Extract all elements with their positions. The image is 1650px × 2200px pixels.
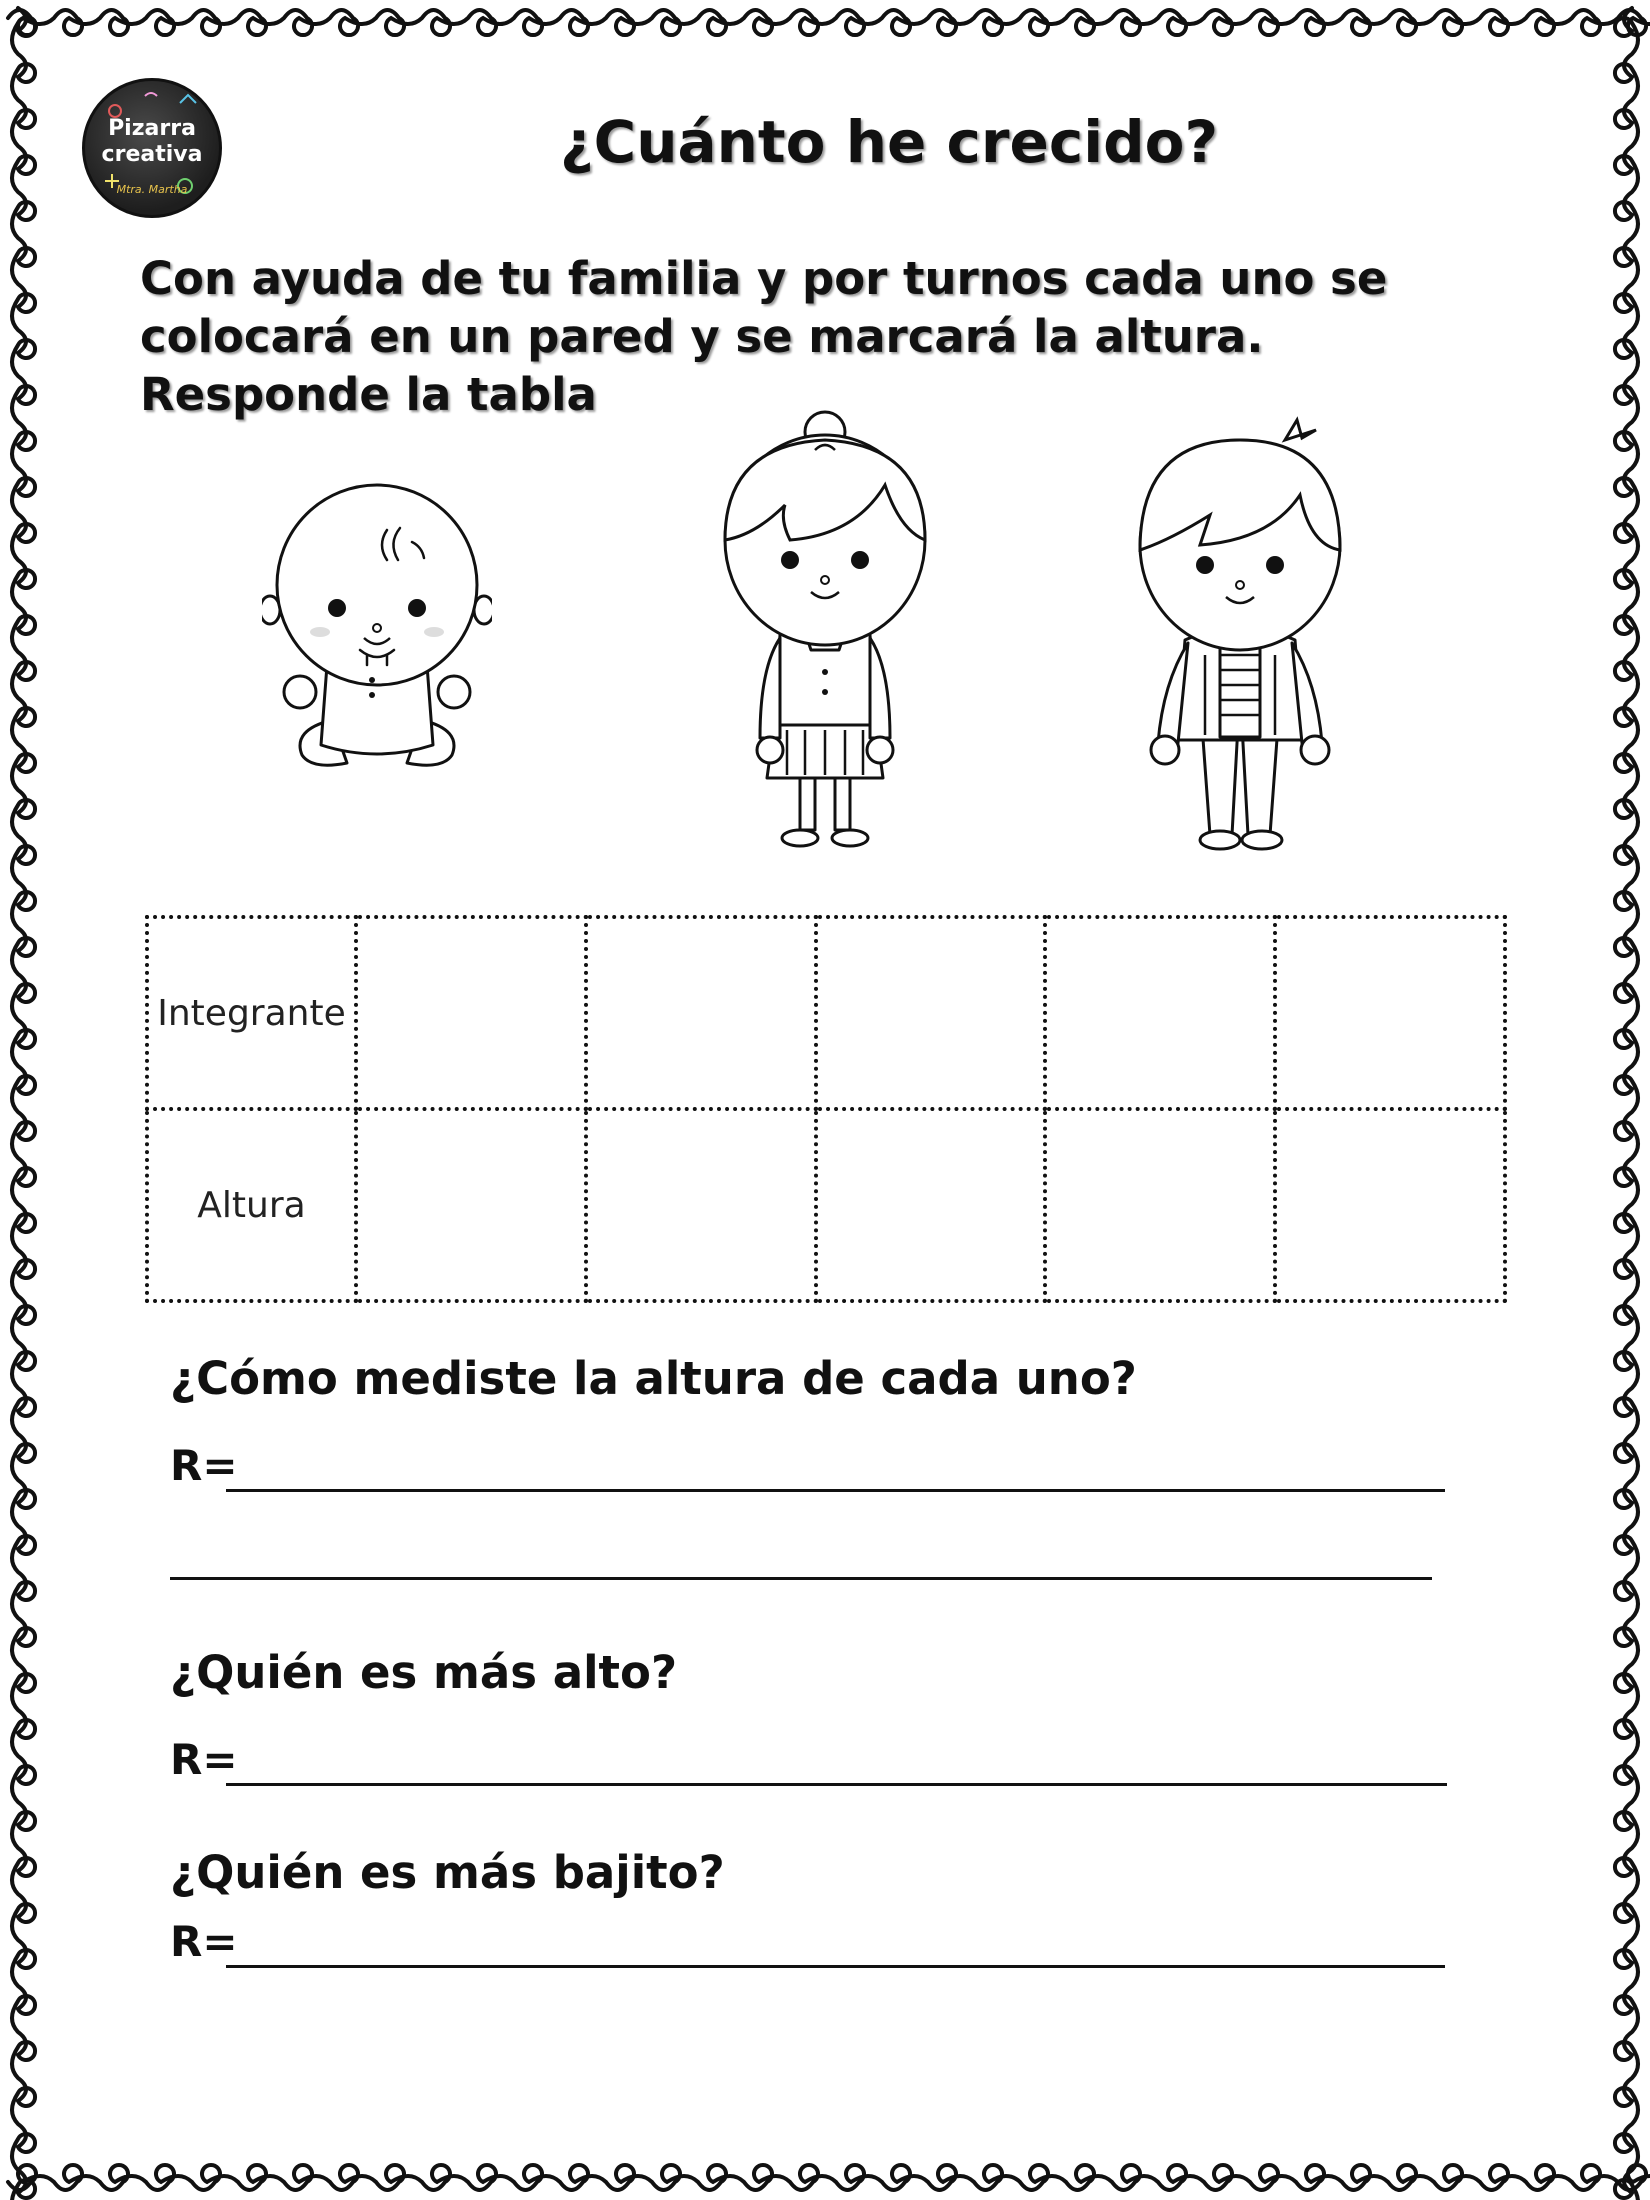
table-cell[interactable] <box>586 1109 816 1301</box>
answer-underline <box>226 1783 1447 1786</box>
table-cell[interactable] <box>1045 917 1275 1109</box>
integrante-label: Integrante <box>147 917 356 1109</box>
boy-illustration <box>1120 415 1360 855</box>
altura-label: Altura <box>147 1109 356 1301</box>
logo-signature: Mtra. Martha <box>116 183 188 196</box>
answer-underline <box>170 1577 1432 1580</box>
table-cell[interactable] <box>816 917 1046 1109</box>
question-how-measured: ¿Cómo mediste la altura de cada uno? <box>170 1352 1137 1405</box>
table-cell[interactable] <box>1045 1109 1275 1301</box>
table-cell[interactable] <box>1275 917 1505 1109</box>
answer-prefix: R= <box>170 1735 238 1784</box>
table-row-integrante <box>147 917 1505 1109</box>
answer-line-3[interactable] <box>170 1908 1445 1968</box>
answer-line-1[interactable] <box>170 1432 1445 1492</box>
logo-text-line1: Pizarra <box>108 116 196 141</box>
question-who-tallest: ¿Quién es más alto? <box>170 1646 678 1699</box>
table-cell[interactable] <box>1275 1109 1505 1301</box>
baby-illustration <box>262 480 492 790</box>
table-cell[interactable] <box>356 917 586 1109</box>
answer-underline <box>226 1489 1445 1492</box>
girl-illustration <box>705 410 945 855</box>
logo-text-line2: creativa <box>101 142 203 167</box>
table-cell[interactable] <box>586 917 816 1109</box>
answer-prefix: R= <box>170 1441 238 1490</box>
question-who-shortest: ¿Quién es más bajito? <box>170 1846 725 1899</box>
answer-line-2[interactable] <box>170 1726 1447 1786</box>
table-row-altura <box>147 1109 1505 1301</box>
answer-prefix: R= <box>170 1917 238 1966</box>
pizarra-creativa-logo <box>82 78 222 218</box>
table-cell[interactable] <box>816 1109 1046 1301</box>
answer-underline <box>226 1965 1445 1968</box>
height-table <box>145 915 1507 1303</box>
answer-line-1b[interactable] <box>170 1520 1432 1580</box>
instructions-text: Con ayuda de tu familia y por turnos cada uno se colocará en un pared y se marcará la altura. Responde la tabla <box>140 252 1388 421</box>
table-cell[interactable] <box>356 1109 586 1301</box>
page-title: ¿Cuánto he crecido? <box>560 108 1219 176</box>
